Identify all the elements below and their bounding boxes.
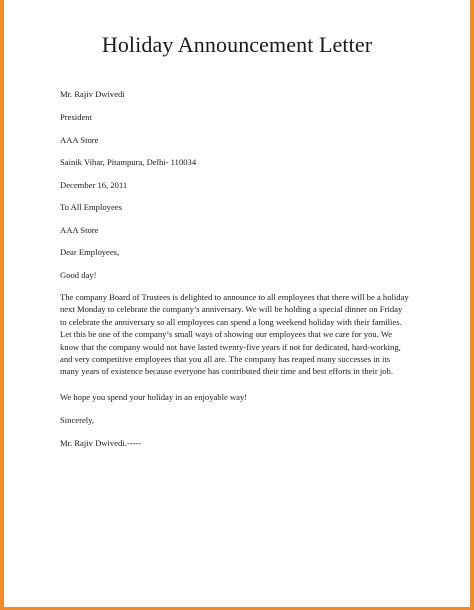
body-line: The company Board of Trustees is delighted to announce to all employees that there will be a holiday [60,292,409,302]
body-paragraph [60,291,420,378]
body-line: and very competitive employees that you all are. The company has reaped many successes in its [60,354,391,365]
body-line: to celebrate the anniversary so all employees can spend a long weekend holiday with their families. [60,316,402,327]
letter-date: December 16, 2011 [60,180,128,190]
body-line: Let this be one of the company’s small ways of showing our employees that we care for you. We [60,329,393,340]
closing: Sincerely, [60,415,95,425]
letter-title: Holiday Announcement Letter [101,32,373,57]
recipient: To All Employees [60,202,122,212]
signature: Mr. Rajiv Dwivedi.----- [60,438,142,448]
sender-title: President [60,112,92,122]
company-name: AAA Store [60,135,99,145]
salutation: Dear Employees, [60,247,120,257]
body-line: know that the company would not have lasted twenty-five years if not for dedicated, hard-working, [60,341,401,352]
closing-line: We hope you spend your holiday in an enjoyable way! [60,392,248,402]
sender-name: Mr. Rajiv Dwivedi [60,89,125,99]
body-line: next Monday to celebrate the company’s anniversary. We will be holding a special dinner on Friday [60,304,403,315]
recipient-company: AAA Store [60,225,99,235]
body-line: many years of existence because everyone has contributed their time and best efforts in their job. [60,366,393,377]
greeting: Good day! [60,270,97,280]
company-address: Sainik Vihar, Pitampura, Delhi- 110034 [60,157,197,167]
